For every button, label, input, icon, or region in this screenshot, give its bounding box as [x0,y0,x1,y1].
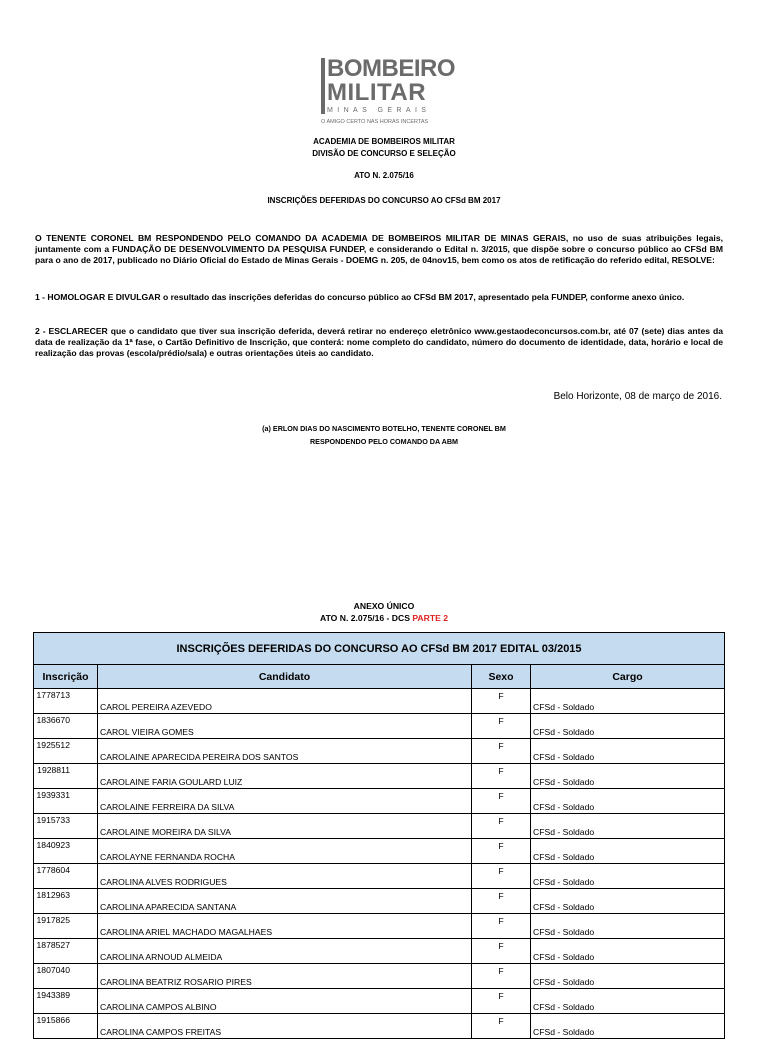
bombeiro-militar-logo [321,55,455,126]
cell-candidato: CAROLINA ALVES RODRIGUES [98,864,472,889]
cell-inscricao: 1925512 [34,739,98,764]
cell-candidato: CAROLINA CAMPOS ALBINO [98,989,472,1014]
table-row [34,889,725,914]
table-header-row [34,665,725,689]
cell-cargo: CFSd - Soldado [531,764,725,789]
division-name: DIVISÃO DE CONCURSO E SELEÇÃO [312,149,456,158]
col-candidato-header: Candidato [98,665,472,689]
cell-cargo: CFSd - Soldado [531,864,725,889]
signature-line2: RESPONDENDO PELO COMANDO DA ABM [309,437,458,446]
cell-candidato: CAROLINA BEATRIZ ROSARIO PIRES [98,964,472,989]
cell-candidato: CAROLAINE MOREIRA DA SILVA [98,814,472,839]
cell-cargo: CFSd - Soldado [531,839,725,864]
cell-inscricao: 1939331 [34,789,98,814]
cell-cargo: CFSd - Soldado [531,989,725,1014]
cell-inscricao: 1917825 [34,914,98,939]
cell-cargo: CFSd - Soldado [531,1014,725,1039]
table-row [34,939,725,964]
cell-sexo: F [472,989,531,1014]
cell-inscricao: 1878527 [34,939,98,964]
resolution-item-2: 2 - ESCLARECER que o candidato que tiver sua inscrição deferida, deverá retirar no endereço eletrônico www.gestaodeconcursos.com.br, até 07 (sete) dias antes da data de realização da 1ª fase, o Cartão Definitivo de Inscrição, que conterá: nome completo do candidato, número do documento de identidade, data, horário e local de realização das provas (escola/prédio/sala) e outras orientações úteis ao candidato. [35,326,723,358]
cell-sexo: F [472,739,531,764]
annex-act [0,613,768,624]
intro-paragraph: O TENENTE CORONEL BM RESPONDENDO PELO COMANDO DA ACADEMIA DE BOMBEIROS MILITAR DE MINAS GERAIS, no uso de suas atribuições legais, juntamente com a FUNDAÇÃO DE DESENVOLVIMENTO DA PESQUISA FUNDEP, e considerando o Edital n. 3/2015, que dispõe sobre o concurso público ao CFSd BM para o ano de 2017, publicado no Diário Oficial do Estado de Minas Gerais - DOEMG n. 205, de 04nov15, bem como os atos de retificação do referido edital, RESOLVE: [35,233,723,265]
institution-name: ACADEMIA DE BOMBEIROS MILITAR [313,137,455,146]
cell-sexo: F [472,839,531,864]
cell-sexo: F [472,1014,531,1039]
cell-sexo: F [472,864,531,889]
candidates-table [33,632,725,1039]
table-row [34,864,725,889]
cell-cargo: CFSd - Soldado [531,789,725,814]
cell-cargo: CFSd - Soldado [531,889,725,914]
candidates-table-wrap [33,632,724,1039]
table-row [34,1014,725,1039]
cell-inscricao: 1812963 [34,889,98,914]
document-subject: INSCRIÇÕES DEFERIDAS DO CONCURSO AO CFSd BM 2017 [267,196,501,205]
table-title-row [34,633,725,665]
table-row [34,764,725,789]
cell-inscricao: 1840923 [34,839,98,864]
annex-title: ANEXO ÚNICO [353,601,415,611]
logo-line2: MILITAR [327,79,427,106]
cell-candidato: CAROLINA APARECIDA SANTANA [98,889,472,914]
logo-line1: BOMBEIRO [327,55,455,82]
cell-inscricao: 1943389 [34,989,98,1014]
cell-sexo: F [472,764,531,789]
cell-candidato: CAROLINA CAMPOS FREITAS [98,1014,472,1039]
cell-inscricao: 1928811 [34,764,98,789]
annex-part-label: PARTE 2 [412,613,448,623]
cell-candidato: CAROLINA ARIEL MACHADO MAGALHAES [98,914,472,939]
cell-cargo: CFSd - Soldado [531,939,725,964]
cell-cargo: CFSd - Soldado [531,964,725,989]
cell-sexo: F [472,714,531,739]
table-row [34,789,725,814]
cell-cargo: CFSd - Soldado [531,714,725,739]
annex-act-prefix: ATO N. 2.075/16 - DCS [320,613,413,623]
cell-sexo: F [472,814,531,839]
act-number: ATO N. 2.075/16 [354,171,414,180]
table-row [34,814,725,839]
cell-candidato: CAROLAINE APARECIDA PEREIRA DOS SANTOS [98,739,472,764]
cell-sexo: F [472,789,531,814]
cell-candidato: CAROLINA ARNOUD ALMEIDA [98,939,472,964]
cell-inscricao: 1915733 [34,814,98,839]
cell-candidato: CAROLAINE FERREIRA DA SILVA [98,789,472,814]
resolution-item-1: 1 - HOMOLOGAR E DIVULGAR o resultado das inscrições deferidas do concurso público ao CFSd BM 2017, apresentado pela FUNDEP, conforme anexo único. [35,292,685,302]
cell-sexo: F [472,914,531,939]
table-row [34,989,725,1014]
col-sexo-header: Sexo [472,665,531,689]
cell-cargo: CFSd - Soldado [531,739,725,764]
table-row [34,739,725,764]
table-row [34,714,725,739]
cell-candidato: CAROL PEREIRA AZEVEDO [98,689,472,714]
table-body [34,689,725,1039]
cell-candidato: CAROLAYNE FERNANDA ROCHA [98,839,472,864]
cell-inscricao: 1836670 [34,714,98,739]
col-inscricao-header: Inscrição [34,665,98,689]
cell-sexo: F [472,939,531,964]
logo-bar [321,58,325,114]
cell-cargo: CFSd - Soldado [531,814,725,839]
cell-sexo: F [472,689,531,714]
table-row [34,914,725,939]
table-title: INSCRIÇÕES DEFERIDAS DO CONCURSO AO CFSd BM 2017 EDITAL 03/2015 [34,633,725,665]
signing-date: Belo Horizonte, 08 de março de 2016. [553,391,722,402]
cell-inscricao: 1915866 [34,1014,98,1039]
signature-line1: (a) ERLON DIAS DO NASCIMENTO BOTELHO, TENENTE CORONEL BM [262,424,506,433]
cell-inscricao: 1778713 [34,689,98,714]
logo-tagline: O AMIGO CERTO NAS HORAS INCERTAS [321,119,429,125]
logo-line3: MINAS GERAIS [327,107,431,114]
cell-cargo: CFSd - Soldado [531,689,725,714]
cell-inscricao: 1778604 [34,864,98,889]
table-row [34,839,725,864]
cell-cargo: CFSd - Soldado [531,914,725,939]
cell-candidato: CAROL VIEIRA GOMES [98,714,472,739]
table-row [34,689,725,714]
cell-inscricao: 1807040 [34,964,98,989]
table-row [34,964,725,989]
col-cargo-header: Cargo [531,665,725,689]
cell-sexo: F [472,889,531,914]
cell-candidato: CAROLAINE FARIA GOULARD LUIZ [98,764,472,789]
cell-sexo: F [472,964,531,989]
